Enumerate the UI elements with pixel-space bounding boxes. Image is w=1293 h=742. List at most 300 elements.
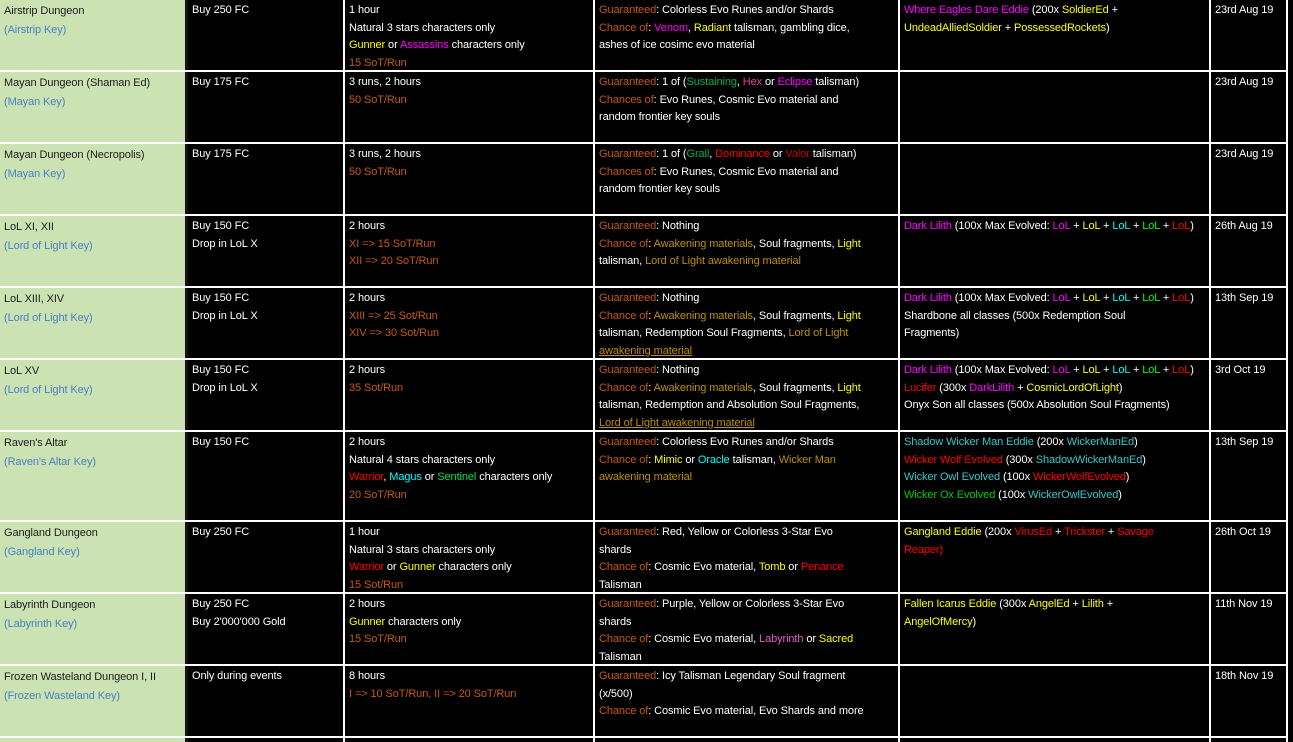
cell-text-segment: Guaranteed xyxy=(599,4,657,16)
cell-rewards[interactable] xyxy=(595,666,900,736)
cell-text-segment: Chance of xyxy=(599,705,649,717)
cell-text-segment: CosmicLordOfLight xyxy=(1026,381,1119,394)
cell-text-segment: Chances of xyxy=(599,165,654,178)
cell-text-segment: + xyxy=(1130,364,1143,376)
cell-line xyxy=(349,164,591,182)
dungeon-name: Labyrinth Dungeon xyxy=(4,599,96,611)
cell-text-segment: Sacred xyxy=(818,633,854,645)
cell-text-segment: 2 hours xyxy=(349,292,385,304)
cell-text-segment: talisman) xyxy=(812,76,860,88)
cell-line xyxy=(599,703,896,721)
cell-duration-details[interactable] xyxy=(345,522,595,592)
table-row-3 xyxy=(0,144,1288,216)
cell-special-characters[interactable] xyxy=(900,72,1211,142)
cell-date[interactable] xyxy=(1211,360,1288,430)
cell-cost[interactable] xyxy=(188,0,345,70)
cell-text-segment: 50 SoT/Run xyxy=(349,165,407,178)
cell-text-segment: + xyxy=(1100,220,1113,232)
cell-text-segment: : Cosmic Evo material, xyxy=(648,561,759,573)
dungeon-key: (Frozen Wasteland Key) xyxy=(4,690,120,702)
cell-line xyxy=(904,218,1207,236)
cell-line xyxy=(904,434,1207,452)
cell-text-segment: Guaranteed xyxy=(599,526,657,538)
cell-text-segment: : Nothing xyxy=(656,364,700,376)
cell-text-segment: Chance of xyxy=(599,453,649,466)
cell-rewards[interactable] xyxy=(595,216,900,286)
cell-text-segment: Shadow Wicker Man Eddie xyxy=(904,436,1034,448)
cell-text-segment: Reaper) xyxy=(904,543,944,556)
cell-text-segment: Awakening materials xyxy=(653,381,753,394)
cell-text-segment: 35 Sot/Run xyxy=(349,381,404,394)
cell-line xyxy=(349,469,591,487)
cell-text-segment: or xyxy=(383,561,400,573)
cell-date[interactable] xyxy=(1211,288,1288,358)
cell-text-segment: SoldierEd xyxy=(1061,4,1109,16)
cell-dungeon-name[interactable] xyxy=(0,432,188,520)
cell-dungeon-name[interactable] xyxy=(0,144,188,214)
cell-line xyxy=(349,686,591,704)
cell-text-segment: characters only xyxy=(476,471,553,483)
cell-dungeon-name[interactable] xyxy=(0,360,188,430)
cell-text-segment: Guaranteed xyxy=(599,76,657,88)
cell-text-segment: : xyxy=(648,237,654,250)
cell-text-segment: PossessedRockets xyxy=(1014,21,1106,34)
cell-line xyxy=(904,308,1207,326)
cell-line xyxy=(349,92,591,110)
cell-date[interactable] xyxy=(1211,666,1288,736)
cell-line xyxy=(599,181,896,199)
cell-text-segment: shards xyxy=(599,543,632,556)
cell-text-segment: Eclipse xyxy=(777,76,813,88)
cell-line xyxy=(599,37,896,55)
cell-text-segment: Savage xyxy=(1117,526,1154,538)
cell-text-segment: 1 hour xyxy=(349,4,380,16)
cell-dungeon-name[interactable] xyxy=(0,666,188,736)
cell-line xyxy=(904,452,1207,470)
cell-text-segment: ashes of ice cosimc evo material xyxy=(599,39,755,51)
cell-text-segment: Guaranteed xyxy=(599,670,657,682)
cell-text-segment: or xyxy=(385,39,400,51)
cell-text-segment: + xyxy=(1130,292,1143,304)
cell-line xyxy=(349,487,591,505)
dungeon-name: LoL XV xyxy=(4,365,40,377)
cell-text-segment: Talisman xyxy=(599,650,642,663)
cell-text-segment: Light xyxy=(837,237,861,250)
cell-text-segment: LoL xyxy=(1142,220,1160,232)
cell-text-segment: : Colorless Evo Runes and/or Shards xyxy=(656,436,834,448)
cell-line xyxy=(599,577,896,593)
cell-line xyxy=(904,325,1207,343)
cell-text-segment: Guaranteed xyxy=(599,436,657,448)
cell-text-segment: ShadowWickerManEd xyxy=(1035,453,1143,466)
cell-line xyxy=(192,74,341,92)
cell-text-segment: talisman, xyxy=(599,255,646,267)
cell-date[interactable] xyxy=(1211,0,1288,70)
cell-text-segment: WickerManEd xyxy=(1066,436,1135,448)
cell-special-characters[interactable] xyxy=(900,144,1211,214)
cell-line xyxy=(349,146,591,164)
cell-text-segment: Buy 150 FC xyxy=(192,220,250,232)
cell-duration-details[interactable] xyxy=(345,666,595,736)
cell-text-segment: + xyxy=(1130,220,1143,232)
cell-duration-details[interactable] xyxy=(345,72,595,142)
cell-dungeon-name[interactable] xyxy=(0,216,188,286)
cell-text-segment: Radiant xyxy=(693,21,732,34)
cell-text-segment: , xyxy=(383,471,390,483)
cell-text-segment: or xyxy=(803,633,819,645)
cell-line xyxy=(599,109,896,127)
cell-text-segment: LoL xyxy=(1142,364,1160,376)
cell-text-segment: (300x xyxy=(996,598,1029,610)
cell-text-segment: Chance of xyxy=(599,633,649,645)
cell-text-segment: : 1 of ( xyxy=(656,148,687,160)
cell-text-segment: LoL xyxy=(1052,364,1071,376)
cell-text-segment: Chance of xyxy=(599,309,649,322)
cell-line xyxy=(349,218,591,236)
cell-text-segment: XIII => 25 Sot/Run xyxy=(349,309,438,322)
cell-text-segment: Chance of xyxy=(599,561,649,573)
cell-text-segment: 50 SoT/Run xyxy=(349,93,407,106)
cell-rewards[interactable] xyxy=(595,288,900,358)
cell-text-segment: : Cosmic Evo material, xyxy=(648,633,760,645)
cell-line xyxy=(599,434,896,452)
cell-text-segment: UndeadAlliedSoldier xyxy=(904,21,1002,34)
cell-rewards[interactable] xyxy=(595,594,900,664)
cell-line xyxy=(599,380,896,398)
cell-text-segment: + xyxy=(1070,292,1083,304)
cell-line xyxy=(192,290,341,308)
cell-cost[interactable] xyxy=(188,360,345,430)
cell-line xyxy=(349,325,591,343)
cell-line xyxy=(599,164,896,182)
cell-dungeon-name[interactable] xyxy=(0,288,188,358)
cell-line xyxy=(904,20,1207,38)
cell-text-segment: Natural 3 stars characters only xyxy=(349,21,496,34)
dungeon-key: (Raven's Altar Key) xyxy=(4,456,96,468)
cell-text-segment: (300x xyxy=(936,381,970,394)
table-row-5 xyxy=(0,288,1288,360)
cell-cost[interactable] xyxy=(188,216,345,286)
table-row-7 xyxy=(0,432,1288,522)
cell-line xyxy=(349,452,591,470)
cell-line xyxy=(904,397,1207,415)
cell-text-segment: 2 hours xyxy=(349,598,385,610)
cell-duration-details[interactable] xyxy=(345,594,595,664)
cell-line xyxy=(599,146,896,164)
cell-text-segment: Warrior xyxy=(349,471,384,483)
cell-text-segment: LoL xyxy=(1142,292,1160,304)
cell-special-characters[interactable] xyxy=(900,594,1211,664)
cell-line xyxy=(599,290,896,308)
cell-text-segment: Wicker Man xyxy=(778,453,836,466)
cell-dungeon-name[interactable] xyxy=(0,72,188,142)
cell-special-characters[interactable] xyxy=(900,360,1211,430)
cell-text-segment: 8 hours xyxy=(349,670,385,682)
cell-dungeon-name[interactable] xyxy=(0,594,188,664)
cell-text-segment: ) xyxy=(1142,453,1146,466)
date-value: 3rd Oct 19 xyxy=(1215,364,1266,376)
table-row-4 xyxy=(0,216,1288,288)
cell-text-segment: : xyxy=(648,309,654,322)
cell-line xyxy=(349,290,591,308)
table-row-2 xyxy=(0,72,1288,144)
cell-line xyxy=(349,55,591,71)
cell-text-segment: LoL xyxy=(1172,220,1191,232)
cell-dungeon-name[interactable] xyxy=(0,522,188,592)
cell-rewards[interactable] xyxy=(595,522,900,592)
cell-line xyxy=(599,253,896,271)
cell-text-segment: + xyxy=(1052,526,1065,538)
dungeon-key: (Labyrinth Key) xyxy=(4,618,78,630)
cell-text-segment: Lord of Light awakening material xyxy=(645,255,801,267)
dungeon-key: (Gangland Key) xyxy=(4,546,80,558)
cell-special-characters[interactable] xyxy=(900,666,1211,736)
cell-line xyxy=(599,631,896,649)
cell-text-segment: Venom xyxy=(654,21,688,34)
cell-cost[interactable] xyxy=(188,522,345,592)
cell-text-segment: 15 Sot/Run xyxy=(349,578,404,591)
cell-cost[interactable] xyxy=(188,144,345,214)
cell-text-segment: , xyxy=(709,148,716,160)
cell-text-segment: Oracle xyxy=(697,453,730,466)
cell-text-segment: awakening material xyxy=(599,471,692,483)
cell-text-segment: Buy 2'000'000 Gold xyxy=(192,615,286,628)
cell-text-segment: LoL xyxy=(1082,364,1101,376)
cell-text-segment: 1 hour xyxy=(349,526,380,538)
cell-rewards[interactable] xyxy=(595,72,900,142)
cell-text-segment: + xyxy=(1069,598,1082,610)
cell-text-segment: Lilith xyxy=(1081,598,1104,610)
date-value: 11th Nov 19 xyxy=(1215,598,1273,610)
cell-text-segment: Wicker Wolf Evolved xyxy=(904,453,1003,466)
cell-cost[interactable] xyxy=(188,432,345,520)
cell-rewards[interactable] xyxy=(595,360,900,430)
cell-text-segment: Fallen Icarus Eddie xyxy=(904,598,997,610)
cell-cost[interactable] xyxy=(188,594,345,664)
cell-text-segment: Sentinel xyxy=(437,471,477,483)
cell-duration-details[interactable] xyxy=(345,432,595,520)
cell-text-segment: talisman, Redemption Soul Fragments, xyxy=(599,327,789,339)
cell-line xyxy=(349,37,591,55)
cell-rewards[interactable] xyxy=(595,432,900,520)
dungeon-name: Frozen Wasteland Dungeon I, II xyxy=(4,671,156,683)
cell-text-segment: Gunner xyxy=(349,615,386,628)
cell-line xyxy=(904,380,1207,398)
cell-line xyxy=(192,524,341,542)
cell-text-segment: + xyxy=(1103,598,1114,610)
dungeon-name: Airstrip Dungeon xyxy=(4,5,85,17)
cell-text-segment: XI => 15 SoT/Run xyxy=(349,237,436,250)
cell-date[interactable] xyxy=(1211,216,1288,286)
cell-line xyxy=(904,487,1207,505)
cell-text-segment: 2 hours xyxy=(349,220,385,232)
cell-duration-details[interactable] xyxy=(345,288,595,358)
cell-date[interactable] xyxy=(1211,144,1288,214)
cell-line xyxy=(599,92,896,110)
cell-duration-details[interactable] xyxy=(345,0,595,70)
cell-line xyxy=(599,614,896,632)
cell-text-segment: Drop in LoL X xyxy=(192,237,258,250)
cell-text-segment: : Cosmic Evo material, Evo Shards and more xyxy=(648,705,864,717)
date-value: 13th Sep 19 xyxy=(1215,292,1274,304)
cell-cost[interactable] xyxy=(188,666,345,736)
cell-text-segment: (300x xyxy=(1002,453,1036,466)
cell-text-segment: + xyxy=(1070,220,1083,232)
cell-line xyxy=(192,362,341,380)
cell-line xyxy=(192,218,341,236)
cell-special-characters[interactable] xyxy=(900,0,1211,70)
cell-text-segment: Hex xyxy=(742,76,763,88)
date-value: 13th Sep 19 xyxy=(1215,436,1274,448)
cell-text-segment: Chance of xyxy=(599,381,649,394)
cell-text-segment: Drop in LoL X xyxy=(192,309,258,322)
cell-text-segment: : Colorless Evo Runes and/or Shards xyxy=(656,4,834,16)
date-value: 23rd Aug 19 xyxy=(1215,148,1274,160)
cell-text-segment: ) xyxy=(1118,381,1123,394)
cell-text-segment: Wicker Owl Evolved xyxy=(904,471,1000,483)
cell-line xyxy=(599,524,896,542)
cell-date[interactable] xyxy=(1211,594,1288,664)
cell-text-segment: characters only xyxy=(385,615,462,628)
table-row-1 xyxy=(0,0,1288,72)
cell-text-segment: (200x xyxy=(981,526,1015,538)
cell-text-segment: Penance xyxy=(800,561,844,573)
cell-text-segment: Labyrinth xyxy=(759,633,804,645)
cell-text-segment: Tomb xyxy=(758,561,786,573)
partial-cell xyxy=(900,738,1211,742)
cell-text-segment: Only during events xyxy=(192,670,282,682)
cell-line xyxy=(599,343,896,359)
cell-line xyxy=(349,362,591,380)
cell-line xyxy=(599,362,896,380)
cell-line xyxy=(599,325,896,343)
cell-text-segment: XII => 20 SoT/Run xyxy=(349,255,439,267)
cell-line xyxy=(192,614,341,632)
cell-date[interactable] xyxy=(1211,522,1288,592)
cell-text-segment: + xyxy=(1159,364,1173,376)
cell-text-segment: Guaranteed xyxy=(599,292,657,304)
cell-text-segment: talisman, Redemption and Absolution Soul Fragments, xyxy=(599,399,860,411)
cell-line xyxy=(349,577,591,593)
cell-text-segment: Dark Lilith xyxy=(904,292,952,304)
dungeon-key: (Lord of Light Key) xyxy=(4,240,93,252)
cell-special-characters[interactable] xyxy=(900,522,1211,592)
cell-text-segment: : Icy Talisman Legendary Soul fragment xyxy=(656,670,846,682)
cell-text-segment: (100x xyxy=(1000,471,1033,483)
cell-text-segment: characters only xyxy=(448,39,525,51)
cell-text-segment: Awakening materials xyxy=(653,237,753,250)
cell-special-characters[interactable] xyxy=(900,288,1211,358)
cell-text-segment: : xyxy=(648,381,654,394)
cell-rewards[interactable] xyxy=(595,144,900,214)
cell-special-characters[interactable] xyxy=(900,432,1211,520)
cell-text-segment: ) xyxy=(1118,488,1122,501)
partial-cell xyxy=(188,738,345,742)
cell-line xyxy=(599,686,896,704)
date-value: 26th Aug 19 xyxy=(1215,220,1273,232)
date-value: 23rd Aug 19 xyxy=(1215,4,1274,16)
cell-text-segment: + xyxy=(1159,220,1173,232)
cell-text-segment: or xyxy=(762,76,778,88)
cell-line xyxy=(599,668,896,686)
cell-text-segment: : Evo Runes, Cosmic Evo material and xyxy=(653,93,839,106)
cell-text-segment: Awakening materials xyxy=(653,309,753,322)
cell-text-segment: LoL xyxy=(1082,292,1101,304)
cell-text-segment: Guaranteed xyxy=(599,148,657,160)
cell-text-segment: + xyxy=(1104,526,1118,538)
cell-special-characters[interactable] xyxy=(900,216,1211,286)
cell-line xyxy=(192,146,341,164)
cell-text-segment: LoL xyxy=(1052,220,1071,232)
dungeon-name: LoL XI, XII xyxy=(4,221,54,233)
cell-line xyxy=(349,542,591,560)
cell-rewards[interactable] xyxy=(595,0,900,70)
cell-line xyxy=(349,253,591,271)
cell-cost[interactable] xyxy=(188,288,345,358)
cell-text-segment: (100x Max Evolved: xyxy=(951,220,1053,232)
dungeon-name: Gangland Dungeon xyxy=(4,527,98,539)
cell-line xyxy=(192,668,341,686)
cell-cost[interactable] xyxy=(188,72,345,142)
cell-text-segment: 3 runs, 2 hours xyxy=(349,76,421,88)
cell-text-segment: Buy 175 FC xyxy=(192,148,250,160)
cell-text-segment: LoL xyxy=(1112,364,1130,376)
cell-text-segment: Grail xyxy=(686,148,710,160)
cell-text-segment: I => 10 SoT/Run, II => 20 SoT/Run xyxy=(349,687,517,700)
cell-line xyxy=(599,415,896,431)
cell-text-segment: + xyxy=(1001,21,1015,34)
cell-text-segment: , Soul fragments, xyxy=(752,309,838,322)
cell-text-segment: + xyxy=(1100,364,1113,376)
cell-date[interactable] xyxy=(1211,432,1288,520)
cell-duration-details[interactable] xyxy=(345,360,595,430)
cell-text-segment: Natural 4 stars characters only xyxy=(349,453,496,466)
cell-line xyxy=(349,434,591,452)
cell-text-segment: LoL xyxy=(1112,292,1130,304)
cell-text-segment: WickerOwlEvolved xyxy=(1028,488,1119,501)
cell-text-segment: ) xyxy=(1105,21,1110,34)
cell-duration-details[interactable] xyxy=(345,216,595,286)
cell-text-segment: random frontier key souls xyxy=(599,183,720,195)
cell-text-segment: Drop in LoL X xyxy=(192,381,258,394)
cell-dungeon-name[interactable] xyxy=(0,0,188,70)
cell-duration-details[interactable] xyxy=(345,144,595,214)
cell-text-segment: or xyxy=(769,148,786,160)
cell-text-segment: or xyxy=(421,471,438,483)
cell-text-segment: + xyxy=(1014,381,1027,394)
cell-line xyxy=(599,308,896,326)
table-row-8 xyxy=(0,522,1288,594)
cell-text-segment: LoL xyxy=(1052,292,1071,304)
cell-line xyxy=(349,20,591,38)
cell-text-segment: Assassins xyxy=(399,39,449,51)
cell-text-segment: Light xyxy=(837,381,861,394)
cell-text-segment: , Soul fragments, xyxy=(752,381,838,394)
cell-text-segment: : Purple, Yellow or Colorless 3-Star Evo xyxy=(656,598,845,610)
date-value: 26th Oct 19 xyxy=(1215,526,1271,538)
dungeon-name: Mayan Dungeon (Necropolis) xyxy=(4,149,145,161)
cell-text-segment: : xyxy=(648,21,655,34)
cell-text-segment: Fragments) xyxy=(904,327,960,339)
cell-text-segment: (100x Max Evolved: xyxy=(951,364,1053,376)
cell-text-segment: ) xyxy=(1134,436,1138,448)
cell-text-segment: 20 SoT/Run xyxy=(349,488,407,501)
cell-line xyxy=(904,542,1207,560)
cell-line xyxy=(192,308,341,326)
dungeon-name: Mayan Dungeon (Shaman Ed) xyxy=(4,77,151,89)
cell-text-segment: , xyxy=(736,76,743,88)
cell-date[interactable] xyxy=(1211,72,1288,142)
